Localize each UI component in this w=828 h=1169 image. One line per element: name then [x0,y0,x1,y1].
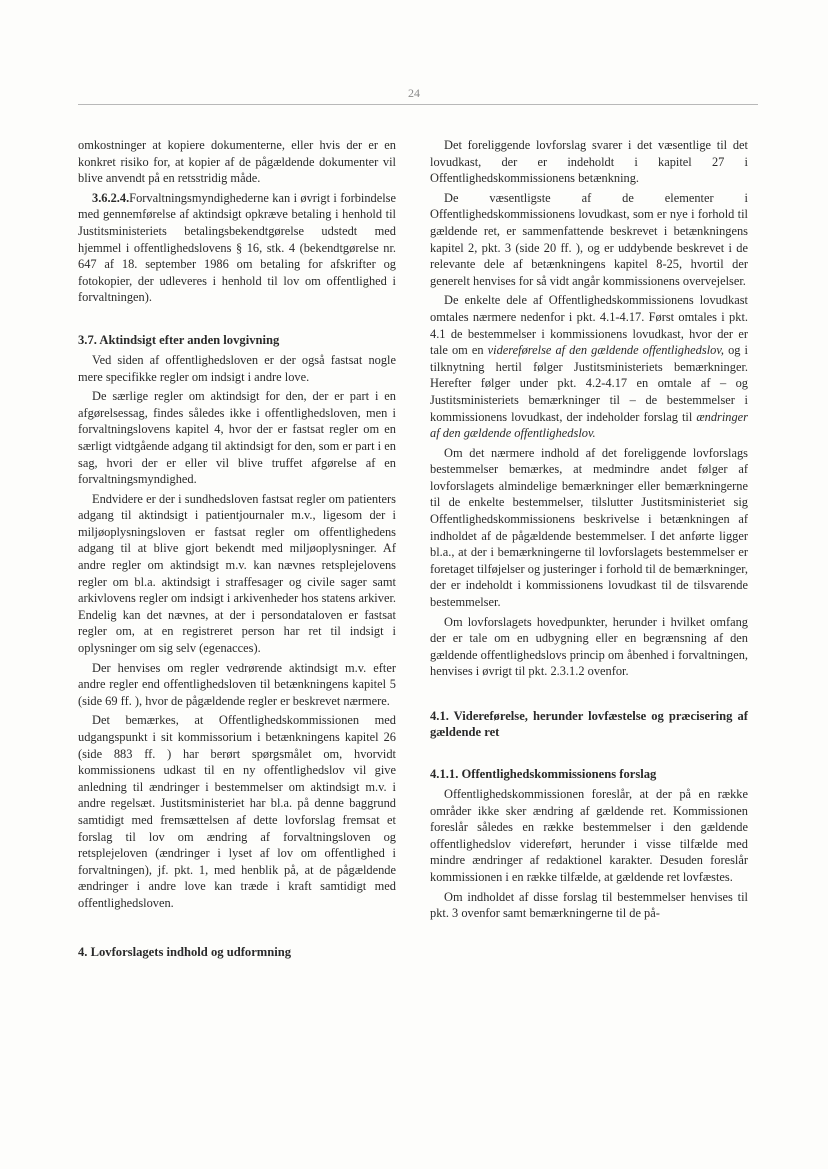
paragraph-r3-emphasis-1: videreførelse af den gældende offentlighedslov, [487,343,725,358]
paragraph-r2: De væsentligste af de elementer i Offentlighedskommissionens lovudkast, som er nye i forhold til gældende ret, er sammenfattende beskrevet i betænkningens kapitel 2, pkt. 3 (side 20 ff. ), og er uddybende beskrevet i de relevante dele af betænkningens kapitel 8-25, hvortil der generelt henvises for så vidt angår kommissionens overvejelser. [430,190,748,288]
right-column [430,137,748,922]
paragraph-3-7-3: Endvidere er der i sundhedsloven fastsat regler om patienters adgang til aktindsigt i patientjournaler m.v., ligesom der i miljøoplysningsloven er fastsat regler om offentlighedens adgang til at blive gjort bekendt med miljøoplysninger. Af andre regler om aktindsigt m.v. kan nævnes retsplejelovens regler om bl.a. aktindsigt i straffesager og civile sager samt arkivlovens regler om indsigt i arkivenheder hos statens arkiver. Endelig kan det nævnes, at der i persondataloven er fastsat regler om, at en registreret person har ret til indsigt i oplysninger om sig selv (egenacces). [78,491,396,656]
heading-3-7: 3.7. Aktindsigt efter anden lovgivning [78,332,280,347]
paragraph-r4: Om det nærmere indhold af det foreliggende lovforslags bestemmelser bemærkes, at medmindre andet følger af lovforslagets almindelige bemærkninger eller bemærkningerne til de enkelte bestemmelser, tilslutter Justitsministeriet sig Offentlighedskommissionens beskrivelse i betænkningen af indholdet af de pågældende bestemmelser. I det anførte ligger bl.a., at der i bemærkningerne til lovforslagets bestemmelser er foretaget tilføjelser og justeringer i forhold til de bemærkninger, der er indeholdt i kommissionens lovudkast til de tilsvarende bestemmelser. [430,445,748,610]
paragraph-r6: Offentlighedskommissionen foreslår, at der på en række områder ikke sker ændring af gældende ret. Kommissionen foreslår således en række bestemmelser i den gældende offentlighedslov videreført, herunder i visse tilfælde med mindre ændringer af redaktionel karakter. Desuden foreslår kommissionen i en række tilfælde, at gældende ret lovfæstes. [430,787,748,884]
left-column [78,137,396,964]
heading-4-1-1: 4.1.1. Offentlighedskommissionens forslag [430,767,657,781]
paragraph-r7: Om indholdet af disse forslag til bestemmelser henvises til pkt. 3 ovenfor samt bemærkningerne til de på- [430,889,748,921]
paragraph-r3 [430,292,748,441]
paragraph-r3-part-a: De enkelte dele af Offentlighedskommissionens lovudkast omtales nærmere nedenfor i pkt. 4.1-4.17. Først omtales i pkt. 4.1 de bestemmelser i kommissionens lovudkast, hvor der er tale om en [430,293,748,358]
paragraph-3-7-5: Det bemærkes, at Offentlighedskommissionen med udgangspunkt i sit kommissorium i betænkningens kapitel 26 (side 883 ff. ) har berørt spørgsmålet om, hvorvidt kommissionens udkast til en ny offentlighedslov vil give anledning til ændringer i bestemmelser om aktindsigt m.v. i andre regelsæt. Justitsministeriet har bl.a. på denne baggrund samtidigt med fremsættelsen af dette lovforslag fremsat et forslag til lov om ændring af forvaltningsloven og retsplejeloven (ændringer i lyset af lov om offentlighed i forvaltningen), jf. pkt. 1, med henblik på, at de pågældende ændringer i andre love kan træde i kraft samtidigt med offentlighedsloven. [78,713,396,910]
heading-4: 4. Lovforslagets indhold og udformning [78,944,292,959]
paragraph-r3-emphasis-2: ændringer af den gældende offentlighedslov. [430,409,748,441]
header-rule [78,104,758,105]
paragraph-r3-part-b: og i tilknytning hertil følger Justitsministeriets bemærkninger. Herefter følger under pkt. 4.2-4.17 en omtale af – og Justitsministeriets bemærkninger til – de bestemmelser i kommissionens lovudkast, der indeholder forslag til [430,343,748,424]
paragraph-3-7-4: Der henvises om regler vedrørende aktindsigt m.v. efter andre regler end offentlighedsloven til betænkningens kapitel 5 (side 69 ff. ), hvor de pågældende regler er beskrevet nærmere. [78,660,396,708]
paragraph-3-6-2-4 [78,190,396,306]
heading-4-1: 4.1. Videreførelse, herunder lovfæstelse og præcisering af gældende ret [430,709,748,739]
paragraph-r5: Om lovforslagets hovedpunkter, herunder i hvilket omfang der er tale om en udbygning eller en begrænsning af den gældende offentlighedslovs princip om åbenhed i forvaltningen, henvises i øvrigt til pkt. 2.3.1.2 ovenfor. [430,614,748,679]
paragraph-3-7-1: Ved siden af offentlighedsloven er der også fastsat nogle mere specifikke regler om indsigt i andre love. [78,352,396,384]
page-number: 24 [408,86,420,100]
paragraph-3-7-2: De særlige regler om aktindsigt for den, der er part i en afgørelsessag, findes således ikke i offentlighedsloven, men i forvaltningslovens kapitel 4, hvor der er fastsat regler om en særligt vidtgående adgang til aktindsigt for den, som er part i en sag, hvori der er eller vil blive truffet afgørelse af en forvaltningsmyndighed. [78,389,396,487]
paragraph-3-6-2-4-text: Forvaltningsmyndighederne kan i øvrigt i forbindelse med gennemførelse af aktindsigt opkræve betaling i henhold til Justitsministeriets betalingsbekendtgørelse udstedt med hjemmel i offentlighedslovens § 16, stk. 4 (bekendtgørelse nr. 647 af 18. september 1986 om betaling for afskrifter og fotokopier, der udleveres i henhold til lov om offentlighed i forvaltningen). [78,190,396,305]
paragraph-r1: Det foreliggende lovforslag svarer i det væsentlige til det lovudkast, der er indeholdt i kapitel 27 i Offentlighedskommissionens betænkning. [430,138,748,186]
paragraph-continuation: omkostninger at kopiere dokumenterne, eller hvis der er en konkret risiko for, at kopier af de pågældende dokumenter vil blive anvendt på en retsstridig måde. [78,138,396,186]
section-number-3-6-2-4: 3.6.2.4. [92,190,130,205]
